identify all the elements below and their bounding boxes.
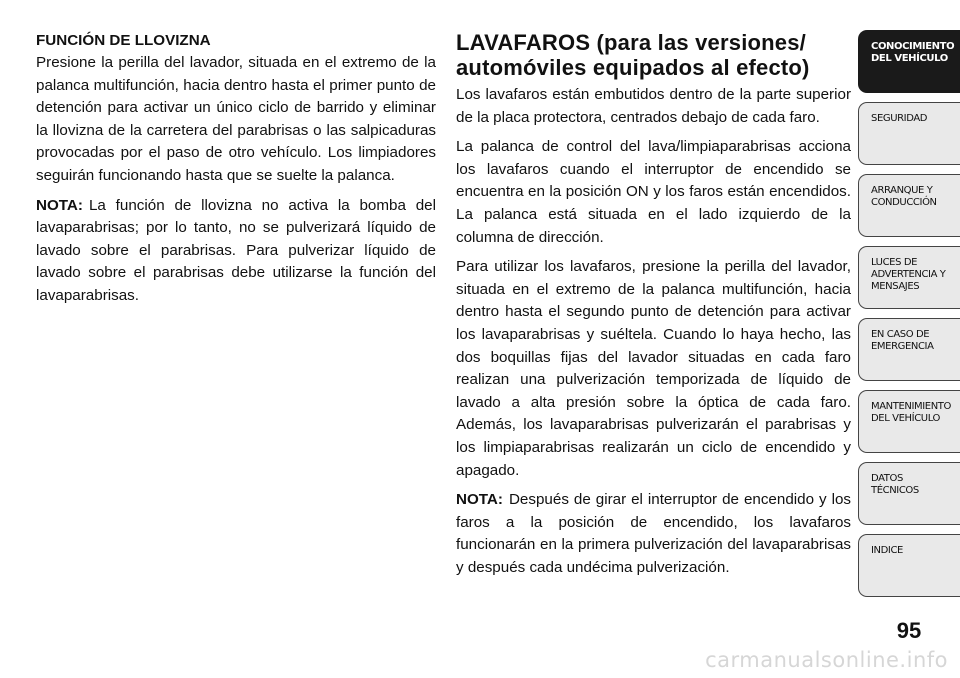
left-column — [36, 30, 436, 315]
tab-mantenimiento-del-vehiculo[interactable]: MANTENIMIENTO DEL VEHÍCULO — [858, 390, 960, 453]
note-paragraph — [36, 195, 436, 308]
tab-datos-tecnicos[interactable]: DATOS TÉCNICOS — [858, 462, 960, 525]
paragraph: Los lavafaros están embutidos dentro de la parte superior de la placa protectora, centrados debajo de cada faro. — [456, 86, 851, 126]
note-text: Después de girar el interruptor de encendido y los faros a la posición de encendido, los lavafaros funcionarán en la primera pulverización del lavaparabrisas y después cada undécima pulverización. — [456, 491, 851, 576]
right-column — [456, 30, 851, 586]
tab-luces-de-advertencia[interactable]: LUCES DE ADVERTENCIA Y MENSAJES — [858, 246, 960, 309]
note-label: NOTA: — [36, 196, 83, 214]
paragraph: Presione la perilla del lavador, situada en el extremo de la palanca multifunción, hacia dentro hasta el primer punto de detención para activar un único ciclo de barrido y eliminar la llovizna de la carretera del parabrisas o las salpicaduras provocadas por el paso de otro vehículo. Los limpiadores seguirán funcionando hasta que se suelte la palanca. — [36, 54, 436, 184]
tab-en-caso-de-emergencia[interactable]: EN CASO DE EMERGENCIA — [858, 318, 960, 381]
note-paragraph — [456, 489, 851, 579]
section-title-lavafaros — [456, 30, 851, 80]
tab-arranque-y-conduccion[interactable]: ARRANQUE Y CONDUCCIÓN — [858, 174, 960, 237]
tab-indice[interactable]: INDICE — [858, 534, 960, 597]
watermark: carmanualsonline.info — [705, 648, 948, 672]
section-heading-llovizna: FUNCIÓN DE LLOVIZNA — [36, 32, 211, 49]
paragraph: Para utilizar los lavafaros, presione la perilla del lavador, situada en el extremo de la palanca multifunción, hacia dentro hasta el segundo punto de detención para activar los lavaparabrisas y suéltela. Cuando lo haya hecho, las dos boquillas fijas del lavador situadas en cada faro realizan una pulverización temporizada de líquido de lavado a alta presión sobre la óptica de cada faro. Además, los lavaparabrisas pulverizarán el parabrisas y los limpiaparabrisas realizarán un ciclo de encendido y apagado. — [456, 258, 851, 479]
title-line-2: automóviles equipados al efecto) — [456, 55, 810, 80]
title-line-1: LAVAFAROS (para las versiones/ — [456, 30, 806, 55]
paragraph: La palanca de control del lava/limpiaparabrisas acciona los lavafaros cuando el interruptor de encendido se encuentra en la posición ON y los faros están encendidos. La palanca está situada en el lado izquierdo de la columna de dirección. — [456, 138, 851, 246]
chapter-tabs-sidebar — [858, 30, 960, 678]
page-number: 95 — [896, 618, 922, 643]
note-label: NOTA: — [456, 491, 503, 509]
tab-seguridad[interactable]: SEGURIDAD — [858, 102, 960, 165]
note-text: La función de llovizna no activa la bomba del lavaparabrisas; por lo tanto, no se pulverizará líquido de lavado sobre el parabrisas. Para pulverizar líquido de lavado sobre el parabrisas debe utilizarse la función del lavaparabrisas. — [36, 196, 436, 304]
tab-conocimiento-del-vehiculo[interactable]: CONOCIMIENTO DEL VEHÍCULO — [858, 30, 960, 93]
